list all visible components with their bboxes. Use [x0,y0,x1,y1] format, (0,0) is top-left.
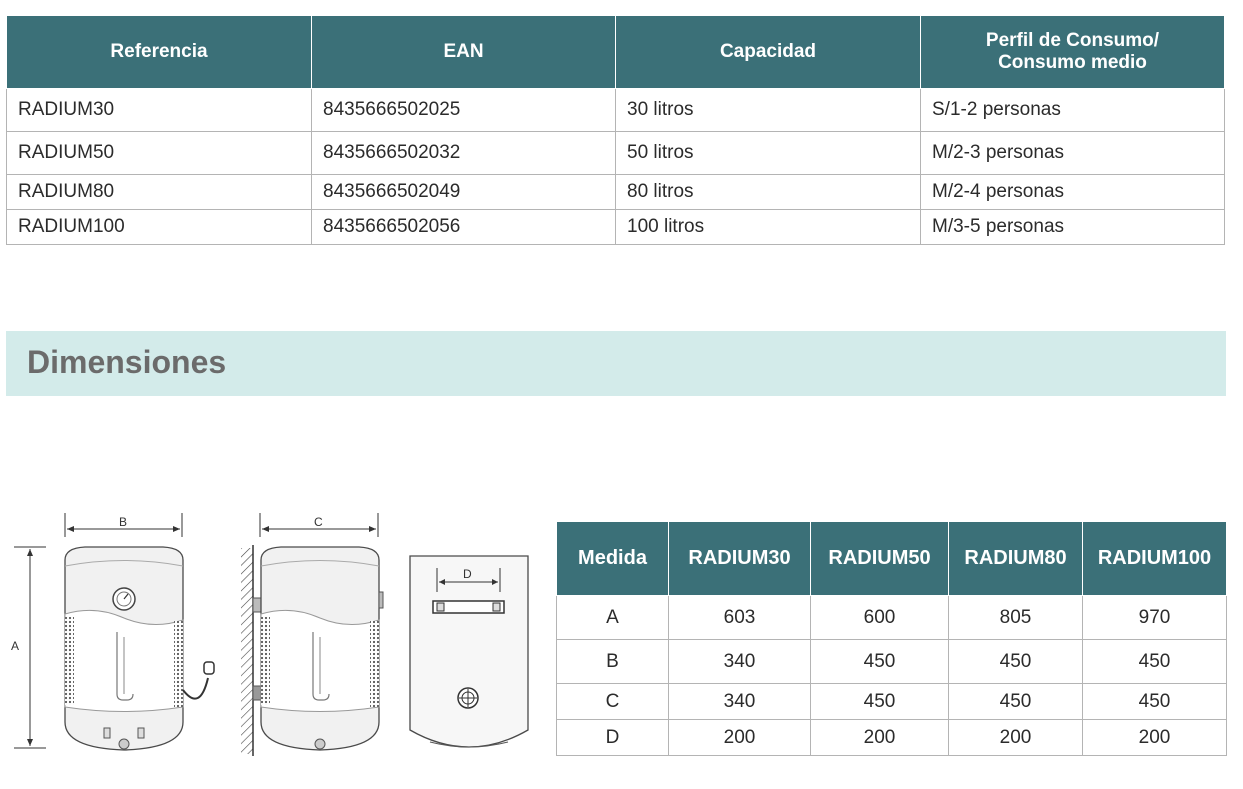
header-perfil-line2: Consumo medio [998,52,1147,73]
header-radium100: RADIUM100 [1083,522,1227,596]
table-row [557,684,1227,720]
product-table-header [7,16,1225,89]
table-row [7,175,1225,210]
cell-value: 450 [1083,684,1227,720]
section-banner [6,331,1226,396]
cell-medida: A [557,596,669,640]
cell-value: 200 [811,720,949,756]
header-perfil-line1: Perfil de Consumo/ [985,30,1160,51]
header-radium50: RADIUM50 [811,522,949,596]
cell-value: 603 [669,596,811,640]
cell-ean: 8435666502049 [312,175,616,210]
cell-capacidad: 30 litros [616,89,921,132]
cell-referencia: RADIUM100 [7,210,312,245]
cell-value: 200 [1083,720,1227,756]
cell-value: 805 [949,596,1083,640]
section-title: Dimensiones [27,344,227,380]
cell-capacidad: 80 litros [616,175,921,210]
header-radium30: RADIUM30 [669,522,811,596]
cell-value: 450 [811,684,949,720]
table-row [557,596,1227,640]
label-d: D [463,567,472,581]
cell-value: 600 [811,596,949,640]
header-ean: EAN [312,16,616,89]
cell-value: 200 [669,720,811,756]
cell-value: 340 [669,684,811,720]
header-radium80: RADIUM80 [949,522,1083,596]
table-row [7,89,1225,132]
product-table [6,15,1225,245]
cell-capacidad: 50 litros [616,132,921,175]
cell-value: 450 [949,684,1083,720]
cell-capacidad: 100 litros [616,210,921,245]
label-c: C [314,515,323,529]
dimension-a [11,547,46,748]
cell-ean: 8435666502032 [312,132,616,175]
cell-perfil: M/3-5 personas [921,210,1225,245]
cell-perfil: M/2-3 personas [921,132,1225,175]
cell-ean: 8435666502025 [312,89,616,132]
table-row [7,132,1225,175]
cell-value: 450 [811,640,949,684]
cell-perfil: M/2-4 personas [921,175,1225,210]
cell-value: 970 [1083,596,1227,640]
table-row [7,210,1225,245]
label-a: A [11,639,20,653]
back-view [410,556,528,747]
cell-value: 450 [1083,640,1227,684]
header-medida: Medida [557,522,669,596]
cell-referencia: RADIUM50 [7,132,312,175]
cell-medida: C [557,684,669,720]
dimensions-table [556,521,1227,756]
cell-referencia: RADIUM30 [7,89,312,132]
cell-medida: B [557,640,669,684]
cell-ean: 8435666502056 [312,210,616,245]
front-view [65,513,214,750]
water-heater-diagrams [0,505,545,765]
table-row [557,640,1227,684]
header-capacidad: Capacidad [616,16,921,89]
cell-medida: D [557,720,669,756]
cell-value: 450 [949,640,1083,684]
cell-perfil: S/1-2 personas [921,89,1225,132]
cell-referencia: RADIUM80 [7,175,312,210]
dimensions-table-header [557,522,1227,596]
table-row [557,720,1227,756]
cell-value: 200 [949,720,1083,756]
cell-value: 340 [669,640,811,684]
label-b: B [119,515,128,529]
header-referencia: Referencia [7,16,312,89]
side-view [241,513,383,756]
header-perfil [921,16,1225,89]
